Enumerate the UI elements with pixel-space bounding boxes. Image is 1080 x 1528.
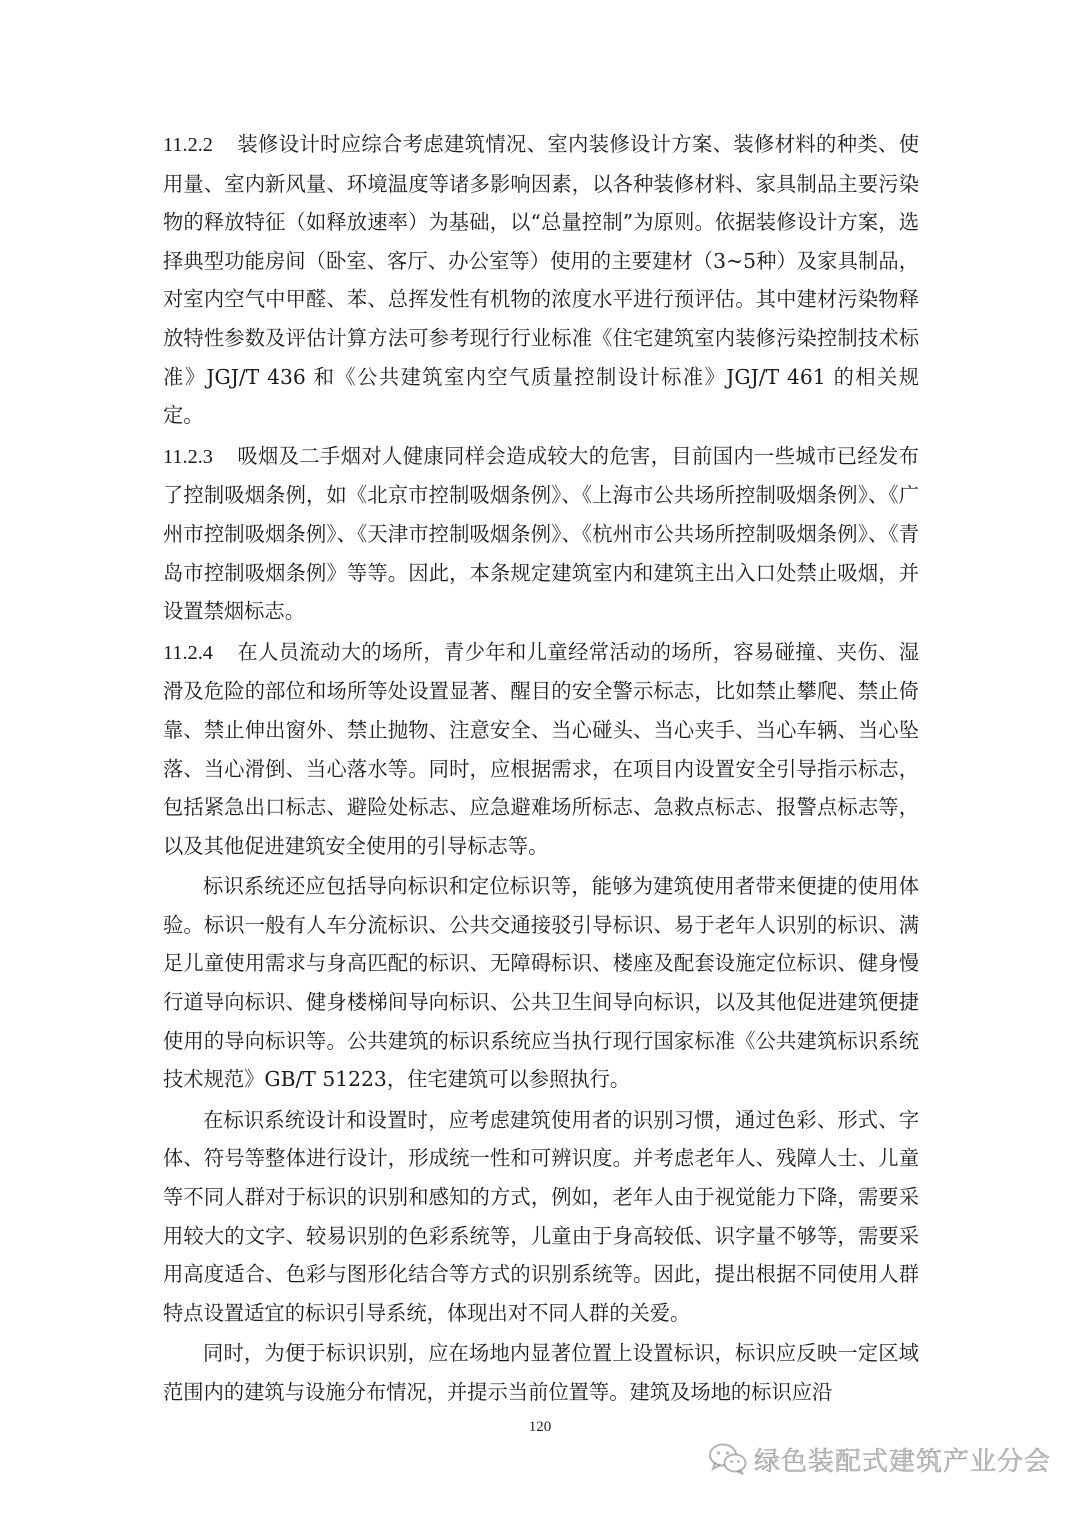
document-body [163,125,919,1412]
body-paragraph: 同时，为便于标识识别，应在场地内显著位置上设置标识，标识应反映一定区域范围内的建筑与设施分布情况，并提示当前位置等。建筑及场地的标识应沿 [163,1341,919,1404]
section-number: 11.2.2 [163,134,213,156]
section-11-2-2 [163,125,919,435]
section-text: 吸烟及二手烟对人健康同样会造成较大的危害，目前国内一些城市已经发布了控制吸烟条例，如《北京市控制吸烟条例》、《上海市公共场所控制吸烟条例》、《广州市控制吸烟条例》、《天津市控制吸烟条例》、《杭州市公共场所控制吸烟条例》、《青岛市控制吸烟条例》等等。因此，本条规定建筑室内和建筑主出入口处禁止吸烟，并设置禁烟标志。 [163,443,919,624]
section-11-2-3 [163,437,919,631]
body-paragraph: 标识系统还应包括导向标识和定位标识等，能够为建筑使用者带来便捷的使用体验。标识一般有人车分流标识、公共交通接驳引导标识、易于老年人识别的标识、满足儿童使用需求与身高匹配的标识、无障碍标识、楼座及配套设施定位标识、健身慢行道导向标识、健身楼梯间导向标识、公共卫生间导向标识，以及其他促进建筑便捷使用的导向标识等。公共建筑的标识系统应当执行现行国家标准《公共建筑标识系统技术规范》GB/T 51223，住宅建筑可以参照执行。 [163,874,919,1092]
section-11-2-4 [163,633,919,866]
section-number: 11.2.3 [163,445,213,468]
watermark [708,1437,1051,1481]
section-text: 在人员流动大的场所，青少年和儿童经常活动的场所，容易碰撞、夹伤、湿滑及危险的部位和场所等处设置显著、醒目的安全警示标志，比如禁止攀爬、禁止倚靠、禁止伸出窗外、禁止抛物、注意安全、当心碰头、当心夹手、当心车辆、当心坠落、当心滑倒、当心落水等。同时，应根据需求，在项目内设置安全引导指示标志，包括紧急出口标志、避险处标志、应急避难场所标志、急救点标志、报警点标志等，以及其他促进建筑安全使用的引导标志等。 [163,639,919,858]
wechat-icon [708,1442,748,1476]
section-text: 装修设计时应综合考虑建筑情况、室内装修设计方案、装修材料的种类、使用量、室内新风量、环境温度等诸多影响因素，以各种装修材料、家具制品主要污染物的释放特征（如释放速率）为基础，以“总量控制”为原则。依据装修设计方案，选择典型功能房间（卧室、客厅、办公室等）使用的主要建材（3~5种）及家具制品，对室内空气中甲醛、苯、总挥发性有机物的浓度水平进行预评估。其中建材污染物释放特性参数及评估计算方法可参考现行行业标准《住宅建筑室内装修污染控制技术标准》JGJ/T 436 和《公共建筑室内空气质量控制设计标准》JGJ/T 461 的相关规定。 [163,132,919,428]
section-number: 11.2.4 [163,641,213,664]
watermark-text: 绿色装配式建筑产业分会 [754,1446,1052,1477]
body-paragraph: 在标识系统设计和设置时，应考虑建筑使用者的识别习惯，通过色彩、形式、字体、符号等整体进行设计，形成统一性和可辨识度。并考虑老年人、残障人士、儿童等不同人群对于标识的识别和感知的方式，例如，老年人由于视觉能力下降，需要采用较大的文字、较易识别的色彩系统等，儿童由于身高较低、识字量不够等，需要采用高度适合、色彩与图形化结合等方式的识别系统等。因此，提出根据不同使用人群特点设置适宜的标识引导系统，体现出对不同人群的关爱。 [163,1107,919,1325]
page-number: 120 [528,1419,552,1435]
